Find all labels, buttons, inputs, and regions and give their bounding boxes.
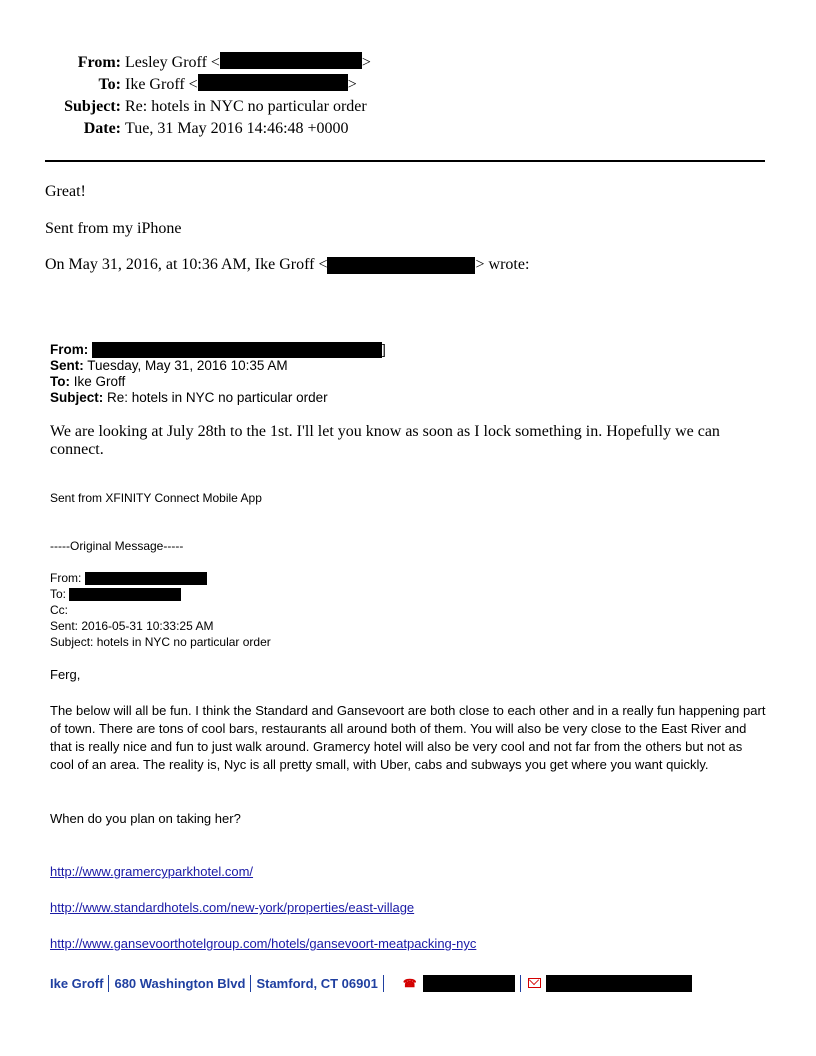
- quoted-to-row: [50, 374, 386, 390]
- redaction-block: [546, 975, 692, 992]
- date-label: Date:: [83, 120, 121, 137]
- quoted-subject-row: [50, 390, 386, 406]
- quoted-to-label: To:: [50, 374, 70, 390]
- original-to-row: [50, 586, 271, 602]
- signature-separator: [108, 975, 109, 992]
- quoted-from-close: ]: [382, 342, 386, 357]
- to-label: To:: [98, 76, 121, 93]
- wrote-suffix: > wrote:: [475, 256, 530, 273]
- phone-icon: ☎: [402, 977, 417, 990]
- quoted-from-label: From:: [50, 342, 89, 357]
- signature-name: Ike Groff: [50, 975, 104, 991]
- redaction-block: [198, 74, 348, 91]
- original-subject-row: Subject: hotels in NYC no particular order: [50, 635, 271, 649]
- original-from-label: From:: [50, 571, 82, 585]
- signature-separator: [520, 975, 521, 992]
- mobile-signature: Sent from XFINITY Connect Mobile App: [50, 491, 262, 505]
- quoted-subject-label: Subject:: [50, 390, 104, 406]
- original-message-marker: -----Original Message-----: [50, 539, 184, 553]
- original-from-row: [50, 570, 271, 586]
- redaction-block: [327, 257, 475, 274]
- mail-icon: [528, 978, 541, 988]
- original-to-label: To:: [50, 587, 67, 601]
- reply-line-great: Great!: [45, 183, 86, 200]
- link-gramercy[interactable]: http://www.gramercyparkhotel.com/: [50, 864, 254, 879]
- quoted-sent-value: Tuesday, May 31, 2016 10:35 AM: [87, 358, 288, 374]
- from-label: From:: [77, 54, 121, 71]
- header-subject-row: [40, 96, 371, 118]
- original-header: [50, 570, 271, 650]
- header-date-row: [40, 118, 371, 140]
- to-close: >: [347, 76, 357, 93]
- signature-separator: [250, 975, 251, 992]
- quoted-to-value: Ike Groff: [73, 374, 126, 390]
- reply-wrote-line: [45, 255, 529, 275]
- link-standard[interactable]: http://www.standardhotels.com/new-york/properties/east-village: [50, 900, 415, 915]
- original-cc-row: Cc:: [50, 603, 68, 617]
- reply-line-sent-from: Sent from my iPhone: [45, 220, 182, 237]
- quoted-header: [50, 342, 386, 406]
- link-gansevoort[interactable]: http://www.gansevoorthotelgroup.com/hotels/gansevoort-meatpacking-nyc: [50, 936, 477, 951]
- subject-label: Subject:: [64, 98, 121, 115]
- header-from-row: [40, 52, 371, 74]
- wrote-prefix: On May 31, 2016, at 10:36 AM, Ike Groff <: [45, 256, 328, 273]
- subject-value: Re: hotels in NYC no particular order: [125, 98, 367, 115]
- original-sent-row: Sent: 2016-05-31 10:33:25 AM: [50, 619, 214, 633]
- original-greeting: Ferg,: [50, 667, 81, 682]
- quoted-from-row: [50, 342, 386, 358]
- from-close: >: [361, 54, 371, 71]
- redaction-block: [220, 52, 362, 69]
- redaction-block: [69, 588, 181, 601]
- signature-city: Stamford, CT 06901: [256, 975, 378, 991]
- quoted-subject-value: Re: hotels in NYC no particular order: [107, 390, 328, 406]
- signature-address: 680 Washington Blvd: [114, 975, 246, 991]
- original-question: When do you plan on taking her?: [50, 811, 241, 826]
- quoted-sent-row: [50, 358, 386, 374]
- redaction-block: [423, 975, 515, 992]
- date-value: Tue, 31 May 2016 14:46:48 +0000: [125, 120, 349, 137]
- header-to-row: [40, 74, 371, 96]
- signature-separator: [383, 975, 384, 992]
- from-value: Lesley Groff <: [125, 54, 220, 71]
- redaction-block: [85, 572, 207, 585]
- quoted-sent-label: Sent:: [50, 358, 84, 374]
- email-signature: [50, 974, 692, 992]
- to-value: Ike Groff <: [125, 76, 198, 93]
- redaction-block: [92, 342, 382, 358]
- header-divider: [45, 160, 765, 162]
- quoted-body: We are looking at July 28th to the 1st. I'll let you know as soon as I lock something in. Hopefully we can connect.: [50, 423, 720, 458]
- email-header: [40, 52, 371, 140]
- original-paragraph: The below will all be fun. I think the Standard and Gansevoort are both close to each other and in a really fun happening part of town. There are tons of cool bars, restaurants all around both of them. You will also be very close to the East River and that is really nice and fun to just walk around. Gramercy hotel will also be very cool and not far from the others but not as cool of an area. The reality is, Nyc is all pretty small, with Uber, cabs and subways you get where you want quickly.: [50, 703, 766, 772]
